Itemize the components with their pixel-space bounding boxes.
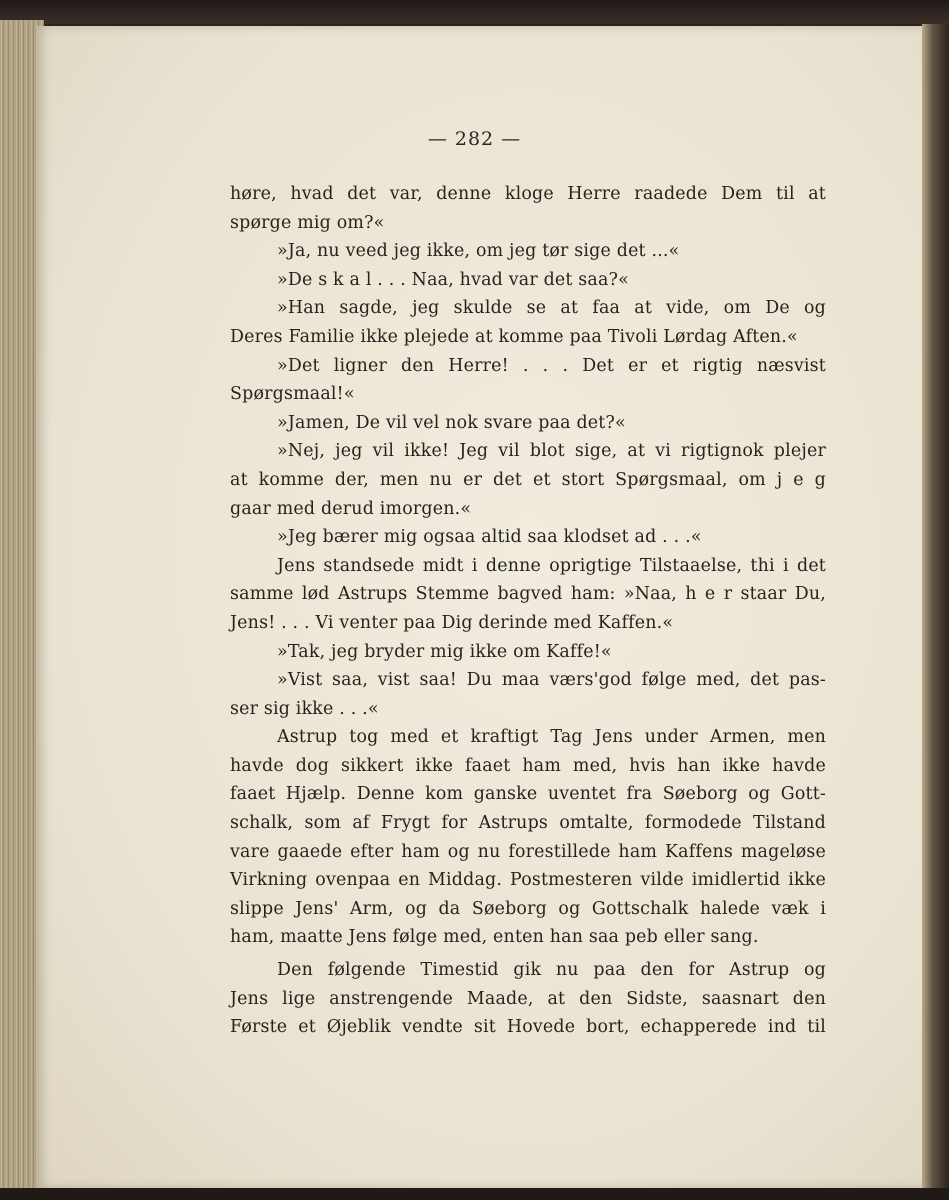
- text-line: vare gaaede efter ham og nu forestillede ham Kaffens mageløse: [230, 841, 826, 862]
- page-number: — 282 —: [427, 128, 522, 150]
- text-line: ser sig ikke . . .«: [230, 698, 379, 719]
- text-line: Deres Familie ikke plejede at komme paa Tivoli Lørdag Aften.«: [230, 326, 798, 347]
- text-line: Spørgsmaal!«: [230, 384, 355, 405]
- text-line: spørge mig om?«: [230, 212, 385, 233]
- text-line: Den følgende Timestid gik nu paa den for Astrup og: [277, 960, 826, 981]
- text-line: faaet Hjælp. Denne kom ganske uventet fra Søeborg og Gott-: [230, 784, 826, 805]
- text-line: Astrup tog med et kraftigt Tag Jens under Armen, men: [277, 727, 826, 748]
- text-line: havde dog sikkert ikke faaet ham med, hvis han ikke havde: [230, 755, 826, 776]
- book-top-edge: [0, 0, 949, 24]
- text-line: »Tak, jeg bryder mig ikke om Kaffe!«: [277, 641, 612, 662]
- text-line: høre, hvad det var, denne kloge Herre raadede Dem til at: [230, 184, 826, 204]
- text-line: slippe Jens' Arm, og da Søeborg og Gottschalk halede væk i: [230, 898, 826, 919]
- text-line: samme lød Astrups Stemme bagved ham: »Naa, h e r staar Du,: [230, 584, 826, 605]
- book-bottom-edge: [0, 1188, 949, 1200]
- text-line: Jens lige anstrengende Maade, at den Sidste, saasnart den: [230, 988, 826, 1009]
- text-line: Første et Øjeblik vendte sit Hovede bort, echapperede ind til: [230, 1017, 826, 1038]
- text-line: gaar med derud imorgen.«: [230, 498, 472, 519]
- text-line: »Jeg bærer mig ogsaa altid saa klodset ad . . .«: [277, 527, 702, 548]
- text-line: ham, maatte Jens følge med, enten han saa peb eller sang.: [230, 927, 759, 948]
- text-line: »Han sagde, jeg skulde se at faa at vide, om De og: [277, 298, 826, 319]
- text-line: »Nej, jeg vil ikke! Jeg vil blot sige, at vi rigtignok plejer: [277, 441, 826, 462]
- book-gutter: [922, 24, 949, 1190]
- text-line: »Ja, nu veed jeg ikke, om jeg tør sige det ...«: [277, 241, 680, 262]
- text-line: Jens! . . . Vi venter paa Dig derinde med Kaffen.«: [230, 612, 674, 633]
- text-line: »Vist saa, vist saa! Du maa værs'god følge med, det pas-: [277, 670, 826, 691]
- text-line: at komme der, men nu er det et stort Spørgsmaal, om j e g: [230, 469, 826, 490]
- body-text: [230, 180, 826, 1042]
- text-line: Virkning ovenpaa en Middag. Postmesteren vilde imidlertid ikke: [230, 870, 826, 891]
- text-line: Jens standsede midt i denne oprigtige Tilstaaelse, thi i det: [277, 555, 826, 576]
- text-line: »Jamen, De vil vel nok svare paa det?«: [277, 412, 626, 433]
- text-line: »De s k a l . . . Naa, hvad var det saa?«: [277, 269, 629, 290]
- text-line: »Det ligner den Herre! . . . Det er et rigtig næsvist: [277, 355, 826, 376]
- text-line: schalk, som af Frygt for Astrups omtalte, formodede Tilstand: [230, 813, 826, 834]
